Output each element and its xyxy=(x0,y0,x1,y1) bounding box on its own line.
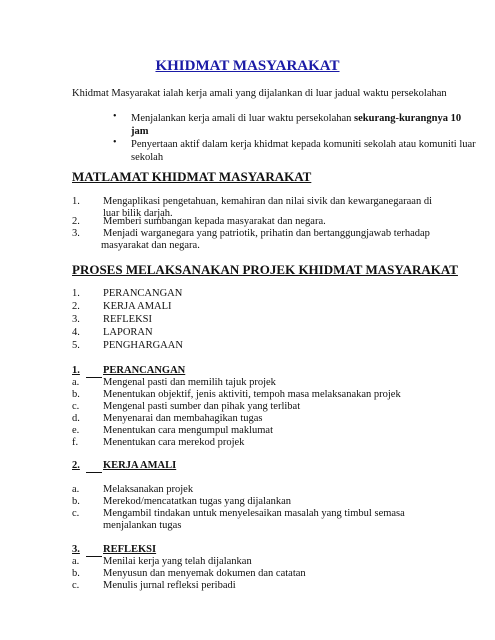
list-letter: b. xyxy=(72,568,80,579)
perancangan-item: Menyenarai dan membahagikan tugas xyxy=(103,413,263,424)
section-number: 2. xyxy=(72,460,80,471)
list-letter: b. xyxy=(72,496,80,507)
kerja-amali-item: Mengambil tindakan untuk menyelesaikan masalah yang timbul semasa xyxy=(103,508,405,519)
list-letter: c. xyxy=(72,401,80,412)
heading-underline xyxy=(86,365,102,378)
perancangan-item: Mengenal pasti sumber dan pihak yang terlibat xyxy=(103,401,301,412)
list-number: 4. xyxy=(72,327,80,338)
kerja-amali-item: Merekod/mencatatkan tugas yang dijalankan xyxy=(103,496,292,507)
bullet-text-cont: sekolah xyxy=(131,152,164,163)
bullet-item-2 xyxy=(131,138,476,164)
refleksi-item: Menulis jurnal refleksi peribadi xyxy=(103,580,236,591)
list-letter: d. xyxy=(72,413,80,424)
bullet-dot: • xyxy=(113,111,117,122)
heading-underline xyxy=(86,544,102,557)
matlamat-item-1-cont: luar bilik darjah. xyxy=(103,208,173,219)
perancangan-item: Menentukan cara merekod projek xyxy=(103,437,245,448)
list-number: 1. xyxy=(72,196,80,207)
list-letter: f. xyxy=(72,437,79,448)
list-number: 2. xyxy=(72,216,80,227)
matlamat-item-3-cont: masyarakat dan negara. xyxy=(101,240,200,251)
section-number: 3. xyxy=(72,544,80,555)
proses-item-1: PERANCANGAN xyxy=(103,288,183,299)
list-letter: a. xyxy=(72,556,80,567)
list-number: 5. xyxy=(72,340,80,351)
matlamat-item-1: Mengaplikasi pengetahuan, kemahiran dan nilai sivik dan kewarganegaraan di xyxy=(103,196,432,207)
bullet-dot: • xyxy=(113,137,117,148)
matlamat-heading: MATLAMAT KHIDMAT MASYARAKAT xyxy=(72,169,312,184)
matlamat-item-3: Menjadi warganegara yang patriotik, prihatin dan bertanggungjawab terhadap xyxy=(103,228,430,239)
section-number: 1. xyxy=(72,365,80,376)
page-title: KHIDMAT MASYARAKAT xyxy=(155,58,340,74)
bullet-text: Menjalankan kerja amali di luar waktu persekolahan xyxy=(131,113,355,124)
kerja-amali-item: Melaksanakan projek xyxy=(103,484,194,495)
intro-paragraph: Khidmat Masyarakat ialah kerja amali yang dijalankan di luar jadual waktu persekolahan xyxy=(72,88,447,99)
perancangan-item: Menentukan cara mengumpul maklumat xyxy=(103,425,273,436)
section-heading-kerja-amali: KERJA AMALI xyxy=(103,460,177,471)
proses-item-3: REFLEKSI xyxy=(103,314,153,325)
matlamat-item-2: Memberi sumbangan kepada masyarakat dan negara. xyxy=(103,216,326,227)
proses-heading: PROSES MELAKSANAKAN PROJEK KHIDMAT MASYARAKAT xyxy=(72,262,458,277)
proses-item-5: PENGHARGAAN xyxy=(103,340,183,351)
proses-item-4: LAPORAN xyxy=(103,327,153,338)
list-letter: e. xyxy=(72,425,80,436)
heading-underline xyxy=(86,460,102,473)
list-number: 3. xyxy=(72,314,80,325)
perancangan-item: Mengenal pasti dan memilih tajuk projek xyxy=(103,377,276,388)
kerja-amali-item-cont: menjalankan tugas xyxy=(103,520,182,531)
list-letter: a. xyxy=(72,484,80,495)
refleksi-item: Menilai kerja yang telah dijalankan xyxy=(103,556,252,567)
list-letter: b. xyxy=(72,389,80,400)
refleksi-item: Menyusun dan menyemak dokumen dan catatan xyxy=(103,568,306,579)
bullet-item-1 xyxy=(131,112,461,138)
bullet-text: Penyertaan aktif dalam kerja khidmat kepada komuniti sekolah atau komuniti luar xyxy=(131,139,476,150)
section-heading-refleksi: REFLEKSI xyxy=(103,544,157,555)
list-number: 2. xyxy=(72,301,80,312)
bullet-bold-text-cont: jam xyxy=(131,126,149,137)
list-number: 1. xyxy=(72,288,80,299)
perancangan-item: Menentukan objektif, jenis aktiviti, tempoh masa melaksanakan projek xyxy=(103,389,401,400)
list-letter: c. xyxy=(72,580,80,591)
list-number: 3. xyxy=(72,228,80,239)
section-heading-perancangan: PERANCANGAN xyxy=(103,365,186,376)
list-letter: a. xyxy=(72,377,80,388)
proses-item-2: KERJA AMALI xyxy=(103,301,172,312)
bullet-bold-text: sekurang-kurangnya 10 xyxy=(354,113,462,124)
list-letter: c. xyxy=(72,508,80,519)
